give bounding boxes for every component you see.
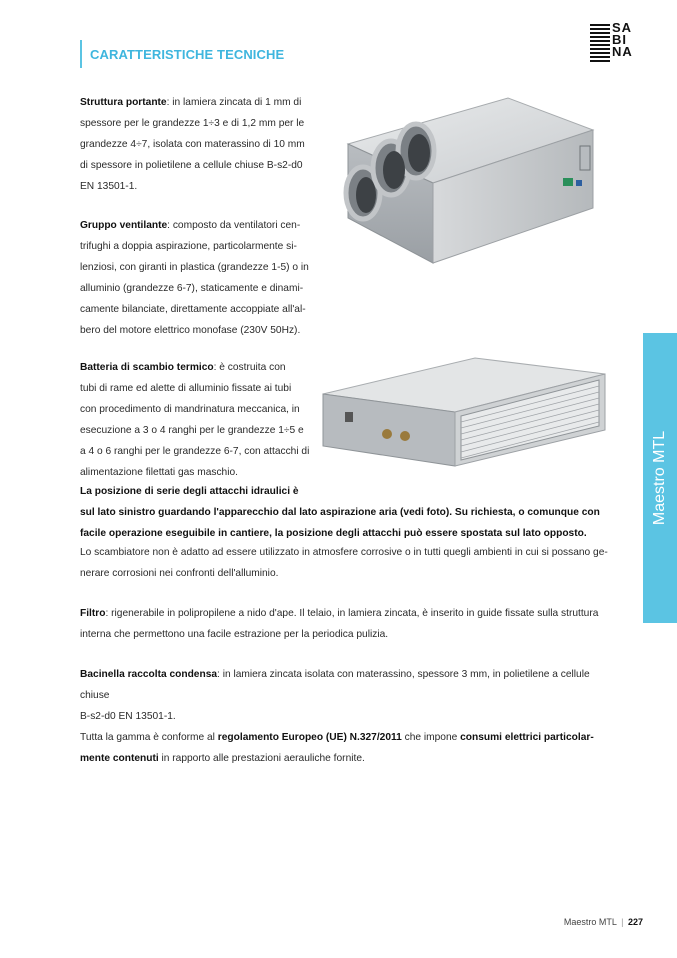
ventilation-unit-photo-top [318, 88, 614, 268]
footer-label: Maestro MTL [563, 917, 617, 927]
ventilation-unit-photo-bottom [315, 356, 615, 474]
side-tab-label: Maestro MTL [651, 430, 668, 526]
paragraph-title: Struttura portante [80, 97, 167, 108]
header-accent-bar [80, 40, 82, 68]
page-footer [564, 917, 643, 927]
logo-stripes [590, 24, 610, 64]
paragraph-title: Batteria di scambio termico [80, 362, 214, 373]
paragraph-posizione: La posizione di serie degli attacchi idraulici è sul lato sinistro guardando l'apparecchio dal lato aspirazione aria (vedi foto). Su richiesta, o comunque con facile operazione eseguibile in cantiere, la posizione degli attacchi può essere spostata sul lato opposto. [80, 486, 600, 539]
side-tab-maestro-mtl [643, 333, 677, 623]
paragraph-gamma: Tutta la gamma è conforme al regolamento Europeo (UE) N.327/2011 che impone consumi elettrici particolar- mente contenuti in rapporto alle prestazioni aerauliche fornite. [80, 732, 594, 764]
page-number: 227 [627, 917, 643, 927]
paragraph-scambiatore: Lo scambiatore non è adatto ad essere utilizzato in atmosfere corrosive o in tutti quegli ambienti in cui si possano ge- nerare corrosioni nei confronti dell'alluminio. [80, 547, 608, 579]
paragraph-title: Filtro [80, 608, 106, 619]
paragraph-batteria: Batteria di scambio termico: è costruita con tubi di rame ed alette di alluminio fissate ai tubi con procedimento di mandrinatura meccanica, in esecuzione a 3 o 4 ranghi per le grandezze 1÷5 e a 4 o 6 ranghi per le grandezze 6-7, con attacchi di alimentazione filettati gas maschio. [80, 362, 310, 478]
paragraph-title: Bacinella raccolta condensa [80, 669, 218, 680]
paragraph-gruppo: Gruppo ventilante: composto da ventilatori cen- trifughi a doppia aspirazione, particolarmente si- lenziosi, con giranti in plastica (grandezze 1-5) o in alluminio (grandezze 6-7), staticamente e dinami- camente bilanciate, direttamente accoppiate all'al- bero del motore elettrico monofase (230V 50Hz). [80, 220, 309, 336]
paragraph-bacinella: Bacinella raccolta condensa: in lamiera zincata isolata con materassino, spessore 3 mm, in polietilene a cellule chiuse B-s2-d0 EN 13501-1. [80, 669, 590, 722]
paragraph-struttura: Struttura portante: in lamiera zincata di 1 mm di spessore per le grandezze 1÷3 e di 1,2 mm per le grandezze 4÷7, isolata con materassino di 10 mm di spessore in polietilene a cellule chiuse B-s2-d0 EN 13501-1. [80, 97, 305, 192]
logo-text: SA BI NA [612, 20, 633, 59]
brand-logo [590, 20, 646, 64]
paragraph-title: Gruppo ventilante [80, 220, 168, 231]
section-title: CARATTERISTICHE TECNICHE [90, 47, 285, 62]
paragraph-filtro: Filtro: rigenerabile in polipropilene a nido d'ape. Il telaio, in lamiera zincata, è inserito in guide fissate sulla struttura interna che permettono una facile estrazione per la periodica pulizia. [80, 608, 599, 640]
footer-separator: | [621, 917, 624, 927]
